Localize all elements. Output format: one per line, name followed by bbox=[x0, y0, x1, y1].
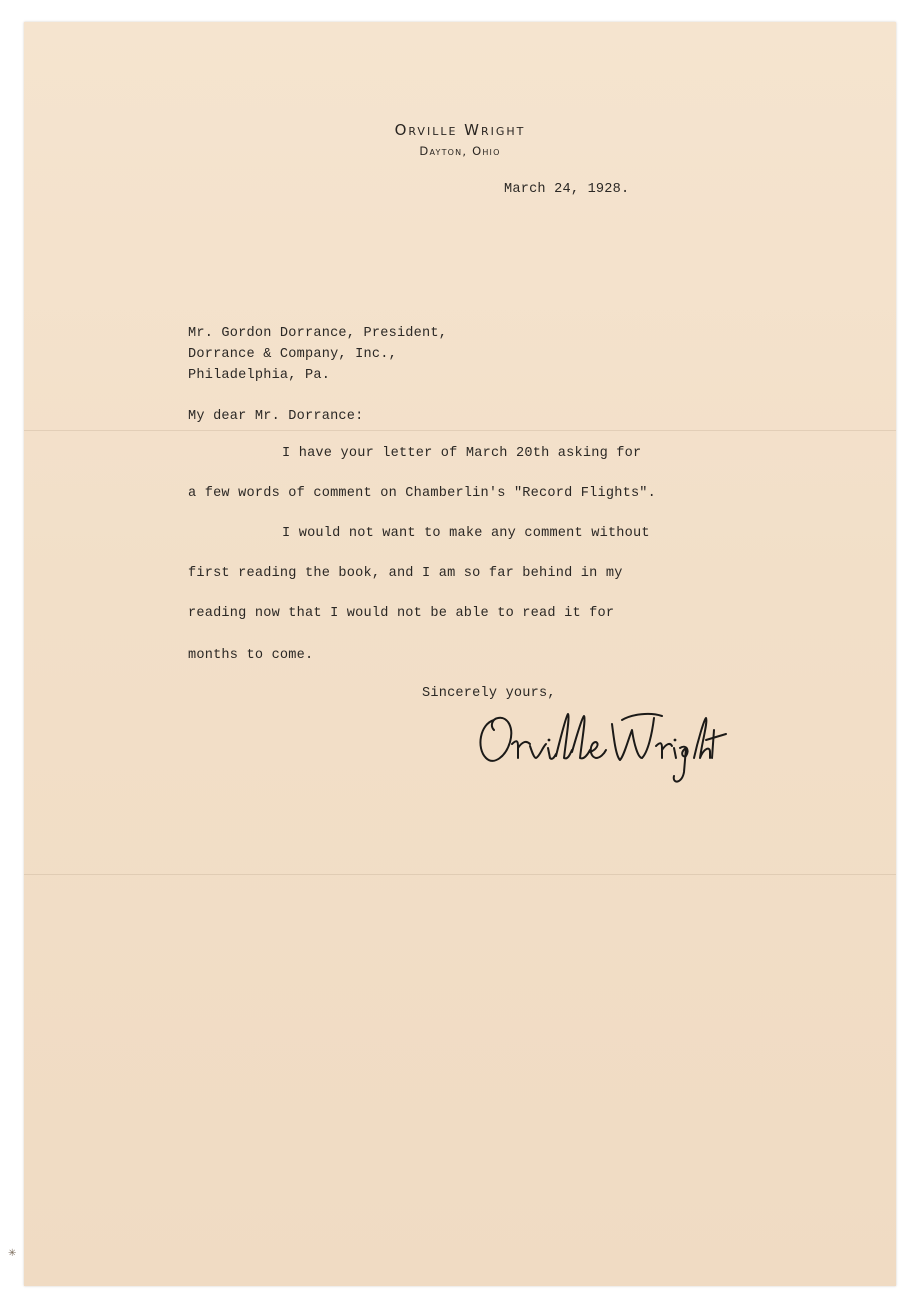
body-line: a few words of comment on Chamberlin's "Record Flights". bbox=[188, 486, 657, 501]
handwritten-signature bbox=[472, 700, 732, 790]
body-line: I have your letter of March 20th asking for bbox=[282, 446, 642, 461]
body-line: I would not want to make any comment without bbox=[282, 526, 650, 541]
letter-date: March 24, 1928. bbox=[504, 182, 630, 197]
letterhead-place: Dayton, Ohio bbox=[419, 144, 501, 158]
recipient-line: Dorrance & Company, Inc., bbox=[188, 347, 397, 362]
fold-line bbox=[24, 874, 896, 875]
letterhead-name: Orville Wright bbox=[394, 121, 526, 139]
salutation: My dear Mr. Dorrance: bbox=[188, 409, 364, 424]
closing: Sincerely yours, bbox=[422, 686, 556, 701]
recipient-line: Mr. Gordon Dorrance, President, bbox=[188, 326, 448, 341]
body-line: reading now that I would not be able to read it for bbox=[188, 606, 615, 621]
fold-line bbox=[24, 430, 896, 431]
body-line: first reading the book, and I am so far behind in my bbox=[188, 566, 623, 581]
corner-mark-icon: ✳ bbox=[8, 1248, 17, 1259]
recipient-line: Philadelphia, Pa. bbox=[188, 368, 331, 383]
letter-sheet bbox=[24, 22, 896, 1286]
body-line: months to come. bbox=[188, 648, 314, 663]
